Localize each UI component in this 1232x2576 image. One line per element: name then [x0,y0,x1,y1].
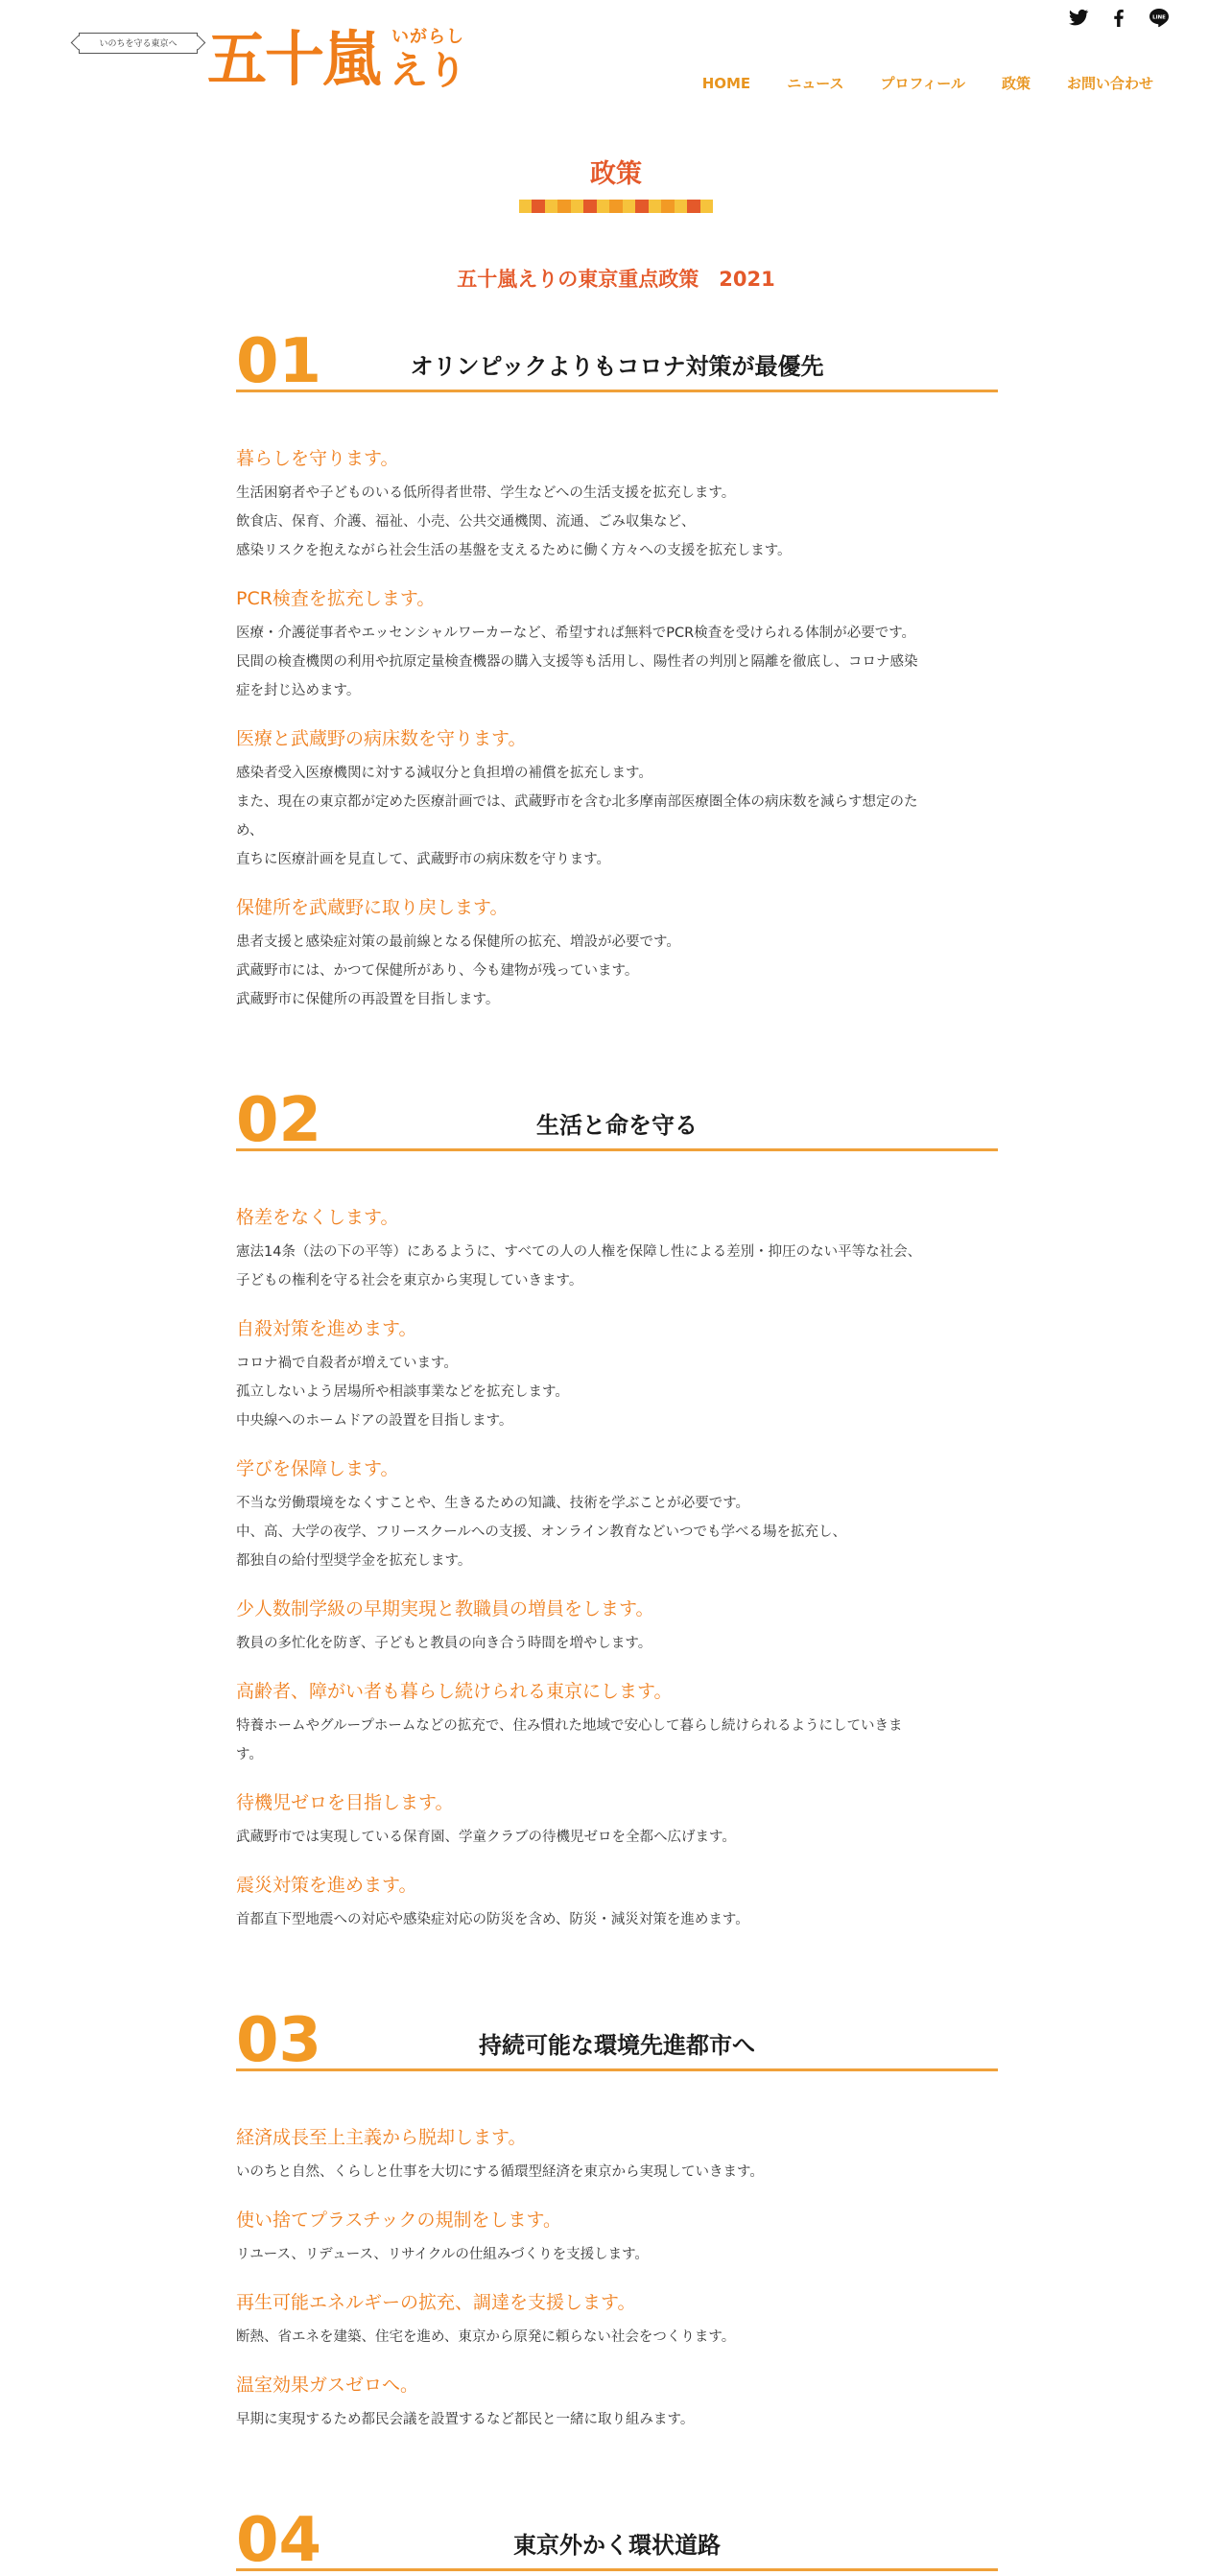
policy-item-text [236,1823,998,1852]
line-icon[interactable] [1148,6,1171,29]
policy-item-text [236,2240,998,2269]
page-title: 政策 [590,159,642,189]
policy-item-line: す。 [236,1747,263,1762]
policy-item-title: 待機児ゼロを目指します。 [236,1792,454,1813]
title-bar-segment [557,200,570,213]
section-title: 持続可能な環境先進都市へ [479,2032,755,2059]
policy-item-text [236,1489,998,1575]
policy-item [236,1593,998,1658]
facebook-icon[interactable] [1107,6,1130,29]
policy-item-line: 飲食店、保育、介護、福祉、小売、公共交通機関、流通、ごみ収集など、 [236,514,696,530]
title-bar-segment [583,200,596,213]
section-header [236,1085,998,1156]
policy-item-title: 温室効果ガスゼロへ。 [236,2375,419,2396]
policy-item [236,582,998,705]
section-header [236,2505,998,2576]
title-bar-segment [519,200,532,213]
section-number: 02 [236,1085,322,1156]
policy-item [236,1453,998,1575]
logo-kanji: 五十嵐 [207,24,381,94]
title-bar-segment [675,200,687,213]
policy-item-line: 感染リスクを抱えながら社会生活の基盤を支えるために働く方々への支援を拡充します。 [236,543,792,558]
policy-item-line: 症を封じ込めます。 [236,683,361,698]
policy-item-line: 孤立しないよう居場所や相談事業などを拡充します。 [236,1384,569,1400]
title-bar-segment [661,200,674,213]
policy-item-text [236,2323,998,2351]
policy-item-text [236,928,998,1014]
policy-item-line: 不当な労働環境をなくすことや、生きるための知識、技術を学ぶことが必要です。 [236,1496,750,1511]
logo-kana-reading: いがらし [391,27,464,47]
policy-section [236,326,998,1014]
policy-item-line: コロナ禍で自殺者が増えています。 [236,1356,458,1371]
policy-item-title: 震災対策を進めます。 [236,1875,417,1896]
policy-item-line: 中央線へのホームドアの設置を目指します。 [236,1413,513,1429]
title-bar-segment [545,200,557,213]
policy-item-line: 子どもの権利を守る社会を東京から実現していきます。 [236,1273,583,1288]
section-spacer [236,1951,998,2005]
policy-item-title: 高齢者、障がい者も暮らし続けられる東京にします。 [236,1681,673,1702]
policy-item-text [236,479,998,565]
section-number: 03 [236,2005,322,2076]
policy-item-title: 自殺対策を進めます。 [236,1318,417,1339]
policy-item-text [236,1238,998,1295]
page-subtitle: 五十嵐えりの東京重点政策 2021 [457,268,775,291]
section-header [236,326,998,397]
section-number: 04 [236,2505,322,2576]
title-bar-segment [700,200,713,213]
policy-item [236,1312,998,1435]
title-bar-segment [687,200,699,213]
policy-item-line: 断熱、省エネを建築、住宅を進め、東京から原発に頼らない社会をつくります。 [236,2329,736,2345]
policy-item-text [236,1349,998,1435]
policy-item-line: 早期に実現するため都民会議を設置するなど都民と一緒に取り組みます。 [236,2412,695,2427]
policy-item [236,442,998,565]
policy-item-line: 憲法14条（法の下の平等）にあるように、すべての人の人権を保障し性による差別・抑圧のない平等な社会、 [236,1244,922,1260]
social-links [1067,6,1171,29]
nav-contact[interactable]: お問い合わせ [1066,75,1153,92]
policy-item [236,1786,998,1852]
title-bar-segment [571,200,583,213]
policy-item-line: リユース、リデュース、リサイクルの仕組みづくりを支援します。 [236,2247,649,2262]
title-bar-segment [597,200,609,213]
policy-item [236,891,998,1014]
policy-item-title: 医療と武蔵野の病床数を守ります。 [236,728,527,749]
policy-section [236,1031,998,1934]
policy-item-title: 経済成長至上主義から脱却します。 [236,2127,527,2148]
policy-item-line: 患者支援と感染症対策の最前線となる保健所の拡充、増設が必要です。 [236,934,680,950]
nav-home[interactable]: HOME [701,75,751,92]
section-header [236,2005,998,2076]
policy-item [236,1675,998,1769]
policy-item-line: 武蔵野市に保健所の再設置を目指します。 [236,992,500,1007]
policy-item [236,1201,998,1295]
section-title: 生活と命を守る [536,1112,698,1139]
policy-item-text [236,1712,998,1769]
section-spacer [236,1151,998,1201]
title-bar-segment [532,200,544,213]
policy-item [236,722,998,874]
nav-news[interactable]: ニュース [787,75,844,92]
policy-item-line: 特養ホームやグループホームなどの拡充で、住み慣れた地域で安心して暮らし続けられるようにしていきま [236,1718,903,1734]
title-bar-segment [623,200,635,213]
policy-item-line: 武蔵野市には、かつて保健所があり、今も建物が残っています。 [236,963,639,979]
policy-item-line: 教員の多忙化を防ぎ、子どもと教員の向き合う時間を増やします。 [236,1636,652,1651]
policy-item-line: 都独自の給付型奨学金を拡充します。 [236,1553,472,1569]
policy-section [236,1951,998,2434]
policy-content [236,326,998,2576]
title-bar-segment [609,200,622,213]
policy-item [236,2286,998,2351]
policy-item-title: PCR検査を拡充します。 [236,588,436,609]
policy-item [236,1869,998,1934]
title-decoration-bar [519,200,713,213]
policy-item-title: 保健所を武蔵野に取り戻します。 [236,897,509,918]
line-icon-label: LINE [1152,14,1166,21]
policy-item-title: 再生可能エネルギーの拡充、調達を支援します。 [236,2292,636,2313]
policy-item-line: 中、高、大学の夜学、フリースクールへの支援、オンライン教育などいつでも学べる場を拡充し、 [236,1524,846,1540]
section-title: 東京外かく環状道路 [513,2532,721,2559]
policy-item-title: 学びを保障します。 [236,1458,399,1479]
policy-item-text [236,2158,998,2186]
policy-item-title: 使い捨てプラスチックの規制をします。 [236,2210,561,2231]
section-spacer [236,2451,998,2505]
tagline-ribbon: いのちを守る東京へ [79,33,198,54]
policy-item-title: 格差をなくします。 [236,1207,399,1228]
policy-item-line: 直ちに医療計画を見直して、武蔵野市の病床数を守ります。 [236,852,611,867]
policy-item-text [236,619,998,705]
site-logo[interactable] [207,21,466,98]
section-spacer [236,392,998,442]
policy-item-title: 少人数制学級の早期実現と教職員の増員をします。 [236,1598,654,1619]
policy-item-title: 暮らしを守ります。 [236,448,399,469]
policy-item [236,2369,998,2434]
policy-item-line: 感染者受入医療機関に対する減収分と負担増の補償を拡充します。 [236,766,652,781]
policy-item-line: また、現在の東京都が定めた医療計画では、武蔵野市を含む北多摩南部医療圏全体の病床数を減らす想定のた [236,794,918,810]
policy-section [236,2451,998,2576]
section-number: 01 [236,326,322,397]
policy-item-line: 首都直下型地震への対応や感染症対応の防災を含め、防災・減災対策を進めます。 [236,1912,749,1927]
policy-item-text [236,759,998,874]
policy-item-line: 医療・介護従事者やエッセンシャルワーカーなど、希望すれば無料でPCR検査を受けられる体制が必要です。 [236,626,916,641]
policy-item-line: め、 [236,823,264,839]
logo-kana: えり [390,49,466,93]
policy-item-text [236,2405,998,2434]
policy-item [236,2121,998,2186]
section-spacer [236,2071,998,2121]
policy-item-line: いのちと自然、くらしと仕事を大切にする循環型経済を東京から実現していきます。 [236,2164,764,2180]
section-title: オリンピックよりもコロナ対策が最優先 [410,353,824,380]
policy-item-line: 生活困窮者や子どものいる低所得者世帯、学生などへの生活支援を拡充します。 [236,485,736,501]
policy-item-line: 武蔵野市では実現している保育園、学童クラブの待機児ゼロを全都へ広げます。 [236,1830,736,1845]
policy-item [236,2204,998,2269]
policy-item-line: 民間の検査機関の利用や抗原定量検査機器の購入支援等も活用し、陽性者の判別と隔離を徹底し、コロナ感染 [236,654,918,670]
title-bar-segment [635,200,648,213]
section-spacer [236,1031,998,1085]
title-bar-segment [649,200,661,213]
nav-profile[interactable]: プロフィール [880,75,965,92]
policy-item-text [236,1905,998,1934]
nav-policy[interactable]: 政策 [1001,75,1031,92]
twitter-icon[interactable] [1067,6,1090,29]
main-nav [702,73,1153,94]
policy-item-text [236,1629,998,1658]
